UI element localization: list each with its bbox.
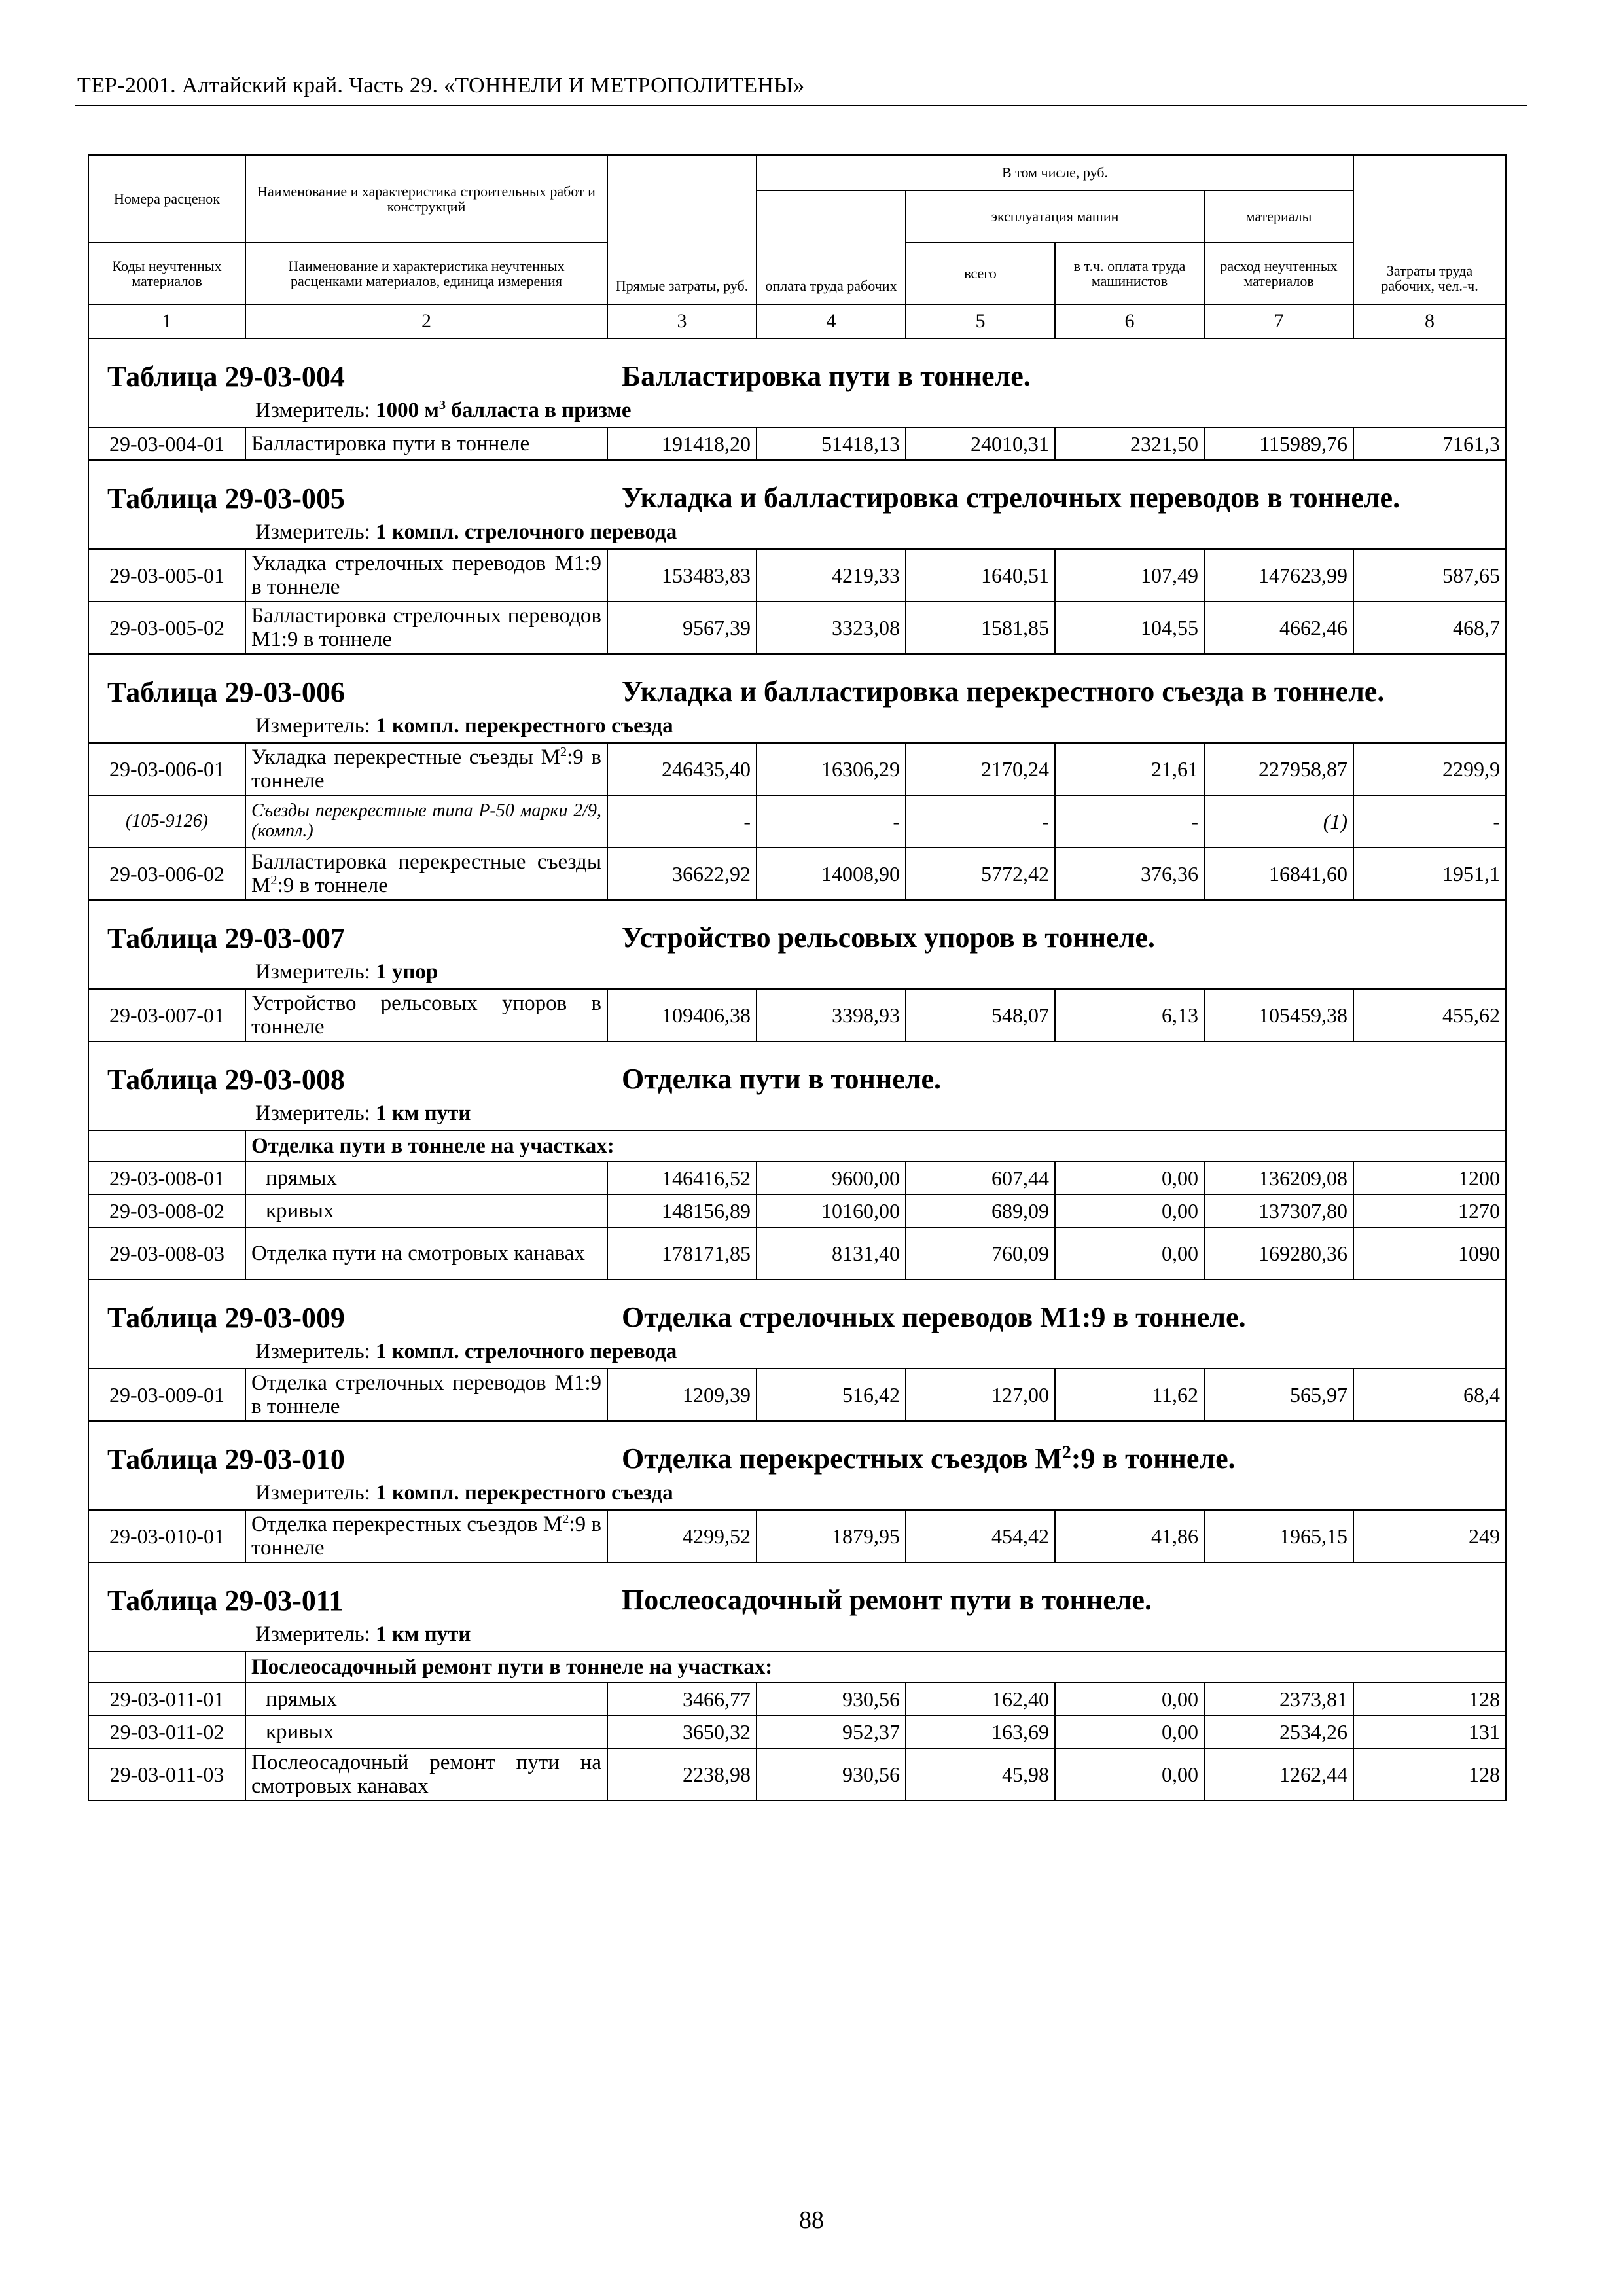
- table-row: 29-03-011-03 Послеосадочный ремонт пути на смотровых канавах 2238,98 930,56 45,98 0,00 1262,44 128: [88, 1748, 1506, 1801]
- table-number: Таблица 29-03-005: [107, 482, 345, 514]
- col-number: 7: [1204, 304, 1353, 338]
- table-row: 29-03-011-02 кривых 3650,32 952,37 163,69 0,00 2534,26 131: [88, 1715, 1506, 1748]
- table-row: 29-03-005-01 Укладка стрелочных переводов М1:9 в тоннеле 153483,83 4219,33 1640,51 107,49 147623,99 587,65: [88, 549, 1506, 601]
- group-subheader: Послеосадочный ремонт пути в тоннеле на участках:: [245, 1651, 1506, 1683]
- col-number: 6: [1055, 304, 1204, 338]
- table-title: Укладка и балластировка стрелочных переводов в тоннеле.: [622, 482, 1400, 514]
- section-29-03-004: [88, 338, 1506, 460]
- measure-unit: Измеритель: 1000 $м^3$ балласта в призме: [255, 398, 632, 422]
- col-machines: эксплуатация машин: [906, 190, 1204, 243]
- col-labor-costs: Затраты труда рабочих, чел.-ч.: [1353, 155, 1506, 304]
- col-material-cost: расход неучтенных материалов: [1204, 243, 1353, 304]
- rates-table: [88, 154, 1507, 1801]
- measure-unit: Измеритель: 1 компл. стрелочного перевода: [255, 520, 677, 544]
- col-rates-no: Номера расценок: [88, 155, 245, 243]
- table-number: Таблица 29-03-010: [107, 1443, 345, 1475]
- section-29-03-005: [88, 460, 1506, 654]
- col-number: 2: [245, 304, 607, 338]
- table-title: Устройство рельсовых упоров в тоннеле.: [622, 922, 1155, 954]
- col-materials: материалы: [1204, 190, 1353, 243]
- col-direct-costs: Прямые затраты, руб.: [607, 155, 757, 304]
- col-machinist-wages: в т.ч. оплата труда машинистов: [1055, 243, 1204, 304]
- table-row: 29-03-009-01 Отделка стрелочных переводов М1:9 в тоннеле 1209,39 516,42 127,00 11,62 565,97 68,4: [88, 1369, 1506, 1421]
- table-head: [88, 155, 1506, 338]
- table-title: Балластировка пути в тоннеле.: [622, 360, 1031, 392]
- col-number: 4: [757, 304, 906, 338]
- col-number: 8: [1353, 304, 1506, 338]
- col-number: 3: [607, 304, 757, 338]
- table-row: 29-03-006-02 Балластировка перекрестные съезды $М^2:9$ в тоннеле 36622,92 14008,90 5772,42 376,36 16841,60 1951,1: [88, 848, 1506, 900]
- section-29-03-009: [88, 1280, 1506, 1421]
- table-row: 29-03-011-01 прямых 3466,77 930,56 162,40 0,00 2373,81 128: [88, 1683, 1506, 1715]
- section-29-03-008: [88, 1041, 1506, 1280]
- table-number: Таблица 29-03-007: [107, 922, 345, 954]
- col-material-name: Наименование и характеристика неучтенных расценками материалов, единица измерения: [245, 243, 607, 304]
- table-row: 29-03-006-01 Укладка перекрестные съезды $М^2:9$ в тоннеле 246435,40 16306,29 2170,24 21,61 227958,87 2299,9: [88, 743, 1506, 795]
- measure-unit: Измеритель: 1 упор: [255, 960, 438, 984]
- group-subheader: Отделка пути в тоннеле на участках:: [245, 1130, 1506, 1162]
- table-row: 29-03-004-01 Балластировка пути в тоннеле 191418,20 51418,13 24010,31 2321,50 115989,76 7161,3: [88, 427, 1506, 460]
- table-title: Послеосадочный ремонт пути в тоннеле.: [622, 1584, 1152, 1616]
- measure-unit: Измеритель: 1 км пути: [255, 1623, 471, 1646]
- table-number: Таблица 29-03-004: [107, 361, 345, 393]
- table-row-material: (105-9126) Съезды перекрестные типа Р-50 марки 2/9, (компл.) - - - - (1) -: [88, 795, 1506, 848]
- col-number: 5: [906, 304, 1055, 338]
- section-29-03-010: [88, 1421, 1506, 1562]
- table-row: 29-03-005-02 Балластировка стрелочных переводов М1:9 в тоннеле 9567,39 3323,08 1581,85 104,55 4662,46 468,7: [88, 601, 1506, 654]
- section-29-03-007: [88, 900, 1506, 1041]
- col-number: 1: [88, 304, 245, 338]
- table-title: Укладка и балластировка перекрестного съезда в тоннеле.: [622, 675, 1385, 708]
- measure-unit: Измеритель: 1 компл. перекрестного съезда: [255, 1481, 673, 1505]
- table-number: Таблица 29-03-009: [107, 1302, 345, 1334]
- table-row: 29-03-010-01 Отделка перекрестных съездов $М^2:9$ в тоннеле 4299,52 1879,95 454,42 41,86 1965,15 249: [88, 1510, 1506, 1562]
- table-number: Таблица 29-03-011: [107, 1585, 344, 1617]
- page-number: 88: [799, 2206, 824, 2234]
- col-machines-total: всего: [906, 243, 1055, 304]
- table-number: Таблица 29-03-008: [107, 1064, 345, 1096]
- table-number: Таблица 29-03-006: [107, 676, 345, 708]
- col-including: В том числе, руб.: [757, 155, 1353, 190]
- table-row: 29-03-007-01 Устройство рельсовых упоров в тоннеле 109406,38 3398,93 548,07 6,13 105459,38 455,62: [88, 989, 1506, 1041]
- table-title: Отделка пути в тоннеле.: [622, 1063, 941, 1095]
- table-row: 29-03-008-02 кривых 148156,89 10160,00 689,09 0,00 137307,80 1270: [88, 1194, 1506, 1227]
- measure-unit: Измеритель: 1 компл. стрелочного перевода: [255, 1340, 677, 1363]
- section-29-03-006: [88, 654, 1506, 900]
- table-title: Отделка перекрестных съездов $М^2:9$ в тоннеле.: [622, 1442, 1236, 1475]
- measure-unit: Измеритель: 1 км пути: [255, 1102, 471, 1125]
- measure-unit: Измеритель: 1 компл. перекрестного съезда: [255, 714, 673, 738]
- table-title: Отделка стрелочных переводов М1:9 в тоннеле.: [622, 1301, 1246, 1333]
- page-header-title: ТЕР-2001. Алтайский край. Часть 29. «ТОННЕЛИ И МЕТРОПОЛИТЕНЫ»: [77, 73, 805, 98]
- col-wages: оплата труда рабочих: [757, 190, 906, 304]
- header-rule: [75, 105, 1527, 106]
- col-work-name: Наименование и характеристика строительных работ и конструкций: [245, 155, 607, 243]
- table-row: 29-03-008-03 Отделка пути на смотровых канавах 178171,85 8131,40 760,09 0,00 169280,36 1090: [88, 1227, 1506, 1280]
- section-29-03-011: [88, 1562, 1506, 1801]
- col-codes: Коды неучтенных материалов: [88, 243, 245, 304]
- table-row: 29-03-008-01 прямых 146416,52 9600,00 607,44 0,00 136209,08 1200: [88, 1162, 1506, 1194]
